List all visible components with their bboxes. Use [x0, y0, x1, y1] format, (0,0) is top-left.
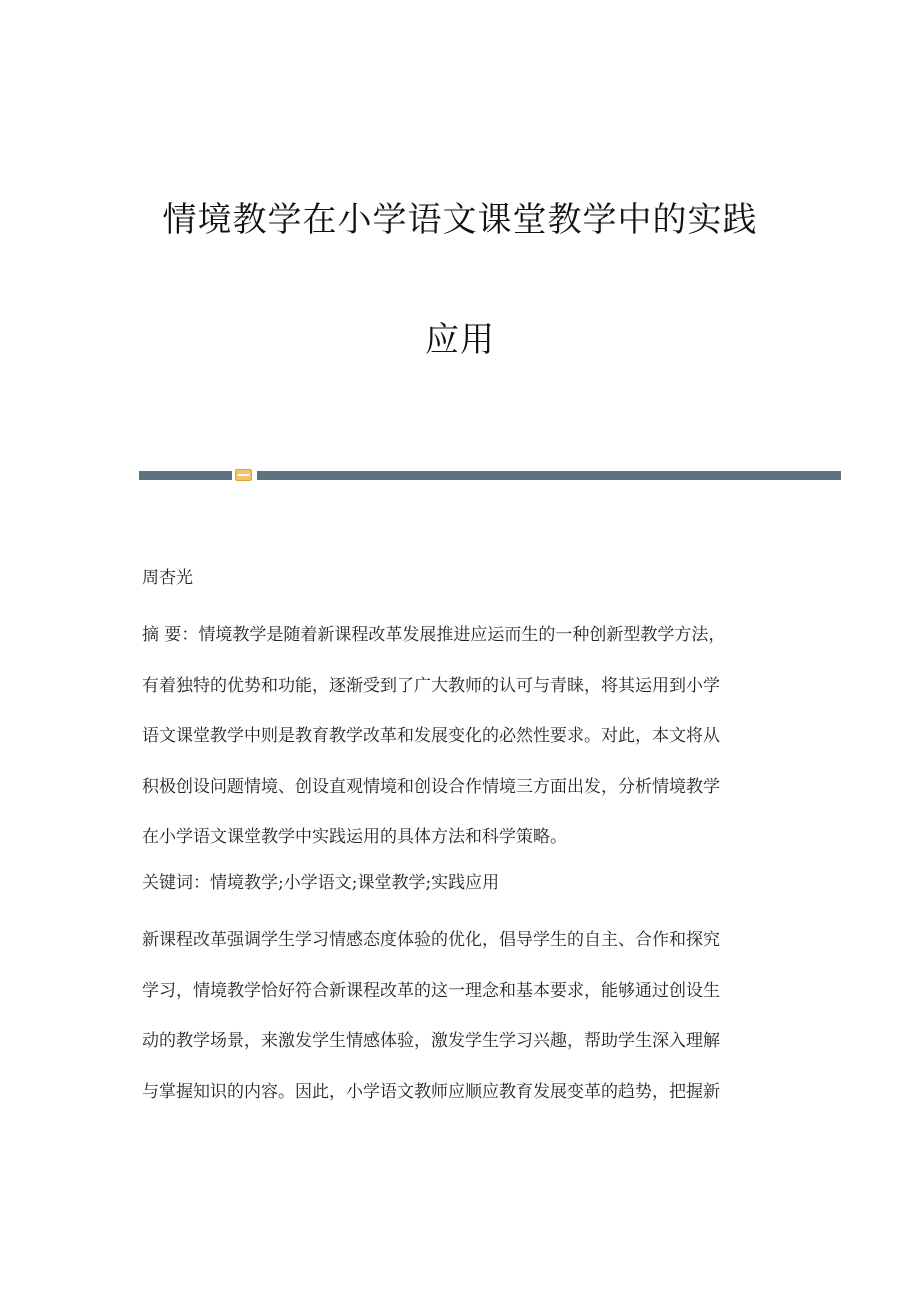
author-name — [142, 567, 778, 590]
document-title-line-1: 情境教学在小学语文课堂教学中的实践 — [162, 200, 758, 240]
document-title-line-2: 应用 — [425, 320, 495, 360]
abstract-line: 摘 要：情境教学是随着新课程改革发展推进应运而生的一种创新型教学方法， — [142, 625, 726, 645]
keywords-paragraph — [142, 872, 778, 895]
body-line: 学习，情境教学恰好符合新课程改革的这一理念和基本要求，能够通过创设生 — [142, 980, 720, 1001]
abstract-line: 语文课堂教学中则是教育教学改革和发展变化的必然性要求。对此，本文将从 — [142, 726, 720, 746]
body-line: 动的教学场景，来激发学生情感体验，激发学生学习兴趣，帮助学生深入理解 — [142, 1031, 720, 1051]
body-line: 新课程改革强调学生学习情感态度体验的优化，倡导学生的自主、合作和探究 — [142, 930, 720, 950]
title-divider-left — [139, 471, 232, 480]
abstract-line: 积极创设问题情境、创设直观情境和创设合作情境三方面出发，分析情境教学 — [142, 776, 720, 797]
abstract-paragraph — [142, 624, 778, 877]
divider-ornament-icon — [235, 469, 252, 481]
abstract-line: 在小学语文课堂教学中实践运用的具体方法和科学策略。 — [142, 827, 567, 847]
title-divider-right — [257, 471, 841, 480]
author-line: 周杏光 — [142, 568, 193, 588]
body-line: 与掌握知识的内容。因此，小学语文教师应顺应教育发展变革的趋势，把握新 — [142, 1081, 720, 1102]
keywords-line: 关键词：情境教学;小学语文;课堂教学;实践应用 — [142, 873, 500, 893]
abstract-line: 有着独特的优势和功能，逐渐受到了广大教师的认可与青睐，将其运用到小学 — [142, 675, 720, 696]
body-paragraph — [142, 929, 778, 1131]
